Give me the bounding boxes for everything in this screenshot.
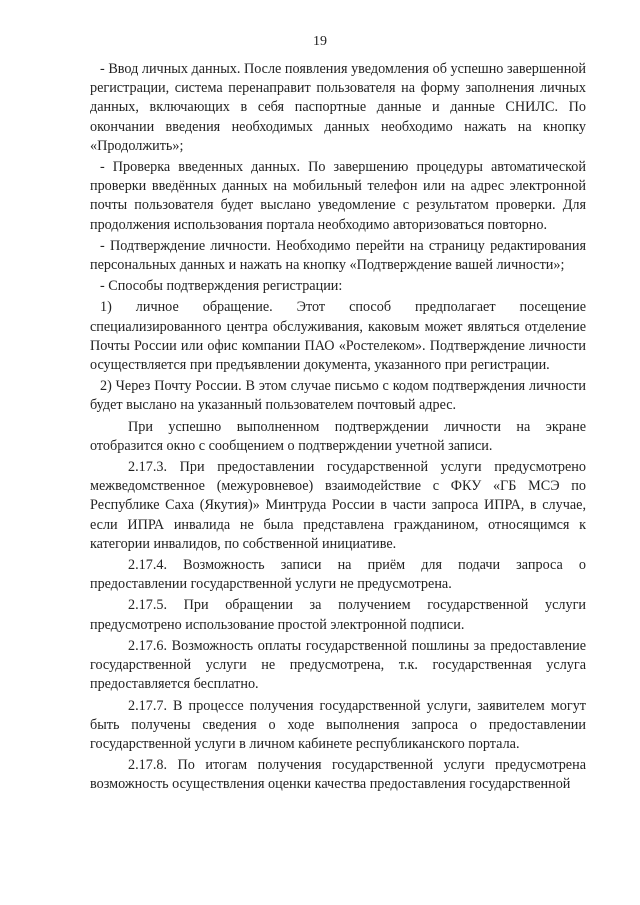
paragraph-2-17-4: 2.17.4. Возможность записи на приём для подачи запроса о предоставлении государственной услуги не предусмотрена. bbox=[90, 557, 586, 593]
paragraph-identity-confirmation: - Подтверждение личности. Необходимо перейти на страницу редактирования персональных данных и нажать на кнопку «Подтверждение вашей личности»; bbox=[90, 237, 586, 274]
paragraph-2-17-7: 2.17.7. В процессе получения государственной услуги, заявителем могут быть получены сведения о ходе выполнения запроса о предоставлении государственной услуги в личном кабинете республиканского портала. bbox=[90, 697, 586, 752]
paragraph-2-17-5: 2.17.5. При обращении за получением государственной услуги предусмотрено использование простой электронной подписи. bbox=[90, 597, 586, 633]
document-body bbox=[90, 60, 586, 797]
paragraph-method-russian-post: 2) Через Почту России. В этом случае письмо с кодом подтверждения личности будет выслано на указанный пользователем почтовый адрес. bbox=[90, 378, 586, 414]
page-number: 19 bbox=[313, 34, 327, 49]
paragraph-2-17-8: 2.17.8. По итогам получения государственной услуги предусмотрена возможность осуществления оценки качества предоставления государственной bbox=[90, 757, 586, 793]
paragraph-2-17-3: 2.17.3. При предоставлении государственной услуги предусмотрено межведомственное (межуровневое) взаимодействие с ФКУ «ГБ МСЭ по Республике Саха (Якутия)» Минтруда России в части запроса ИПРА, в случае, если ИПРА инвалида не была представлена гражданином, относящимся к категории инвалидов, по собственной инициативе. bbox=[90, 459, 586, 552]
paragraph-data-verification: - Проверка введенных данных. По завершению процедуры автоматической проверки введённых данных на мобильный телефон или на адрес электронной почты пользователя будет выслано уведомление с результатом проверки. Для продолжения использования портала необходимо авторизоваться повторно. bbox=[90, 159, 586, 233]
paragraph-method-personal-visit: 1) личное обращение. Этот способ предполагает посещение специализированного центра обслуживания, каковым может являться отделение Почты России или офис компании ПАО «Ростелеком». Подтверждение личности осуществляется при предъявлении документа, указанного при регистрации. bbox=[90, 299, 586, 374]
paragraph-2-17-6: 2.17.6. Возможность оплаты государственной пошлины за предоставление государственной услуги не предусмотрена, т.к. государственная услуга предоставляется бесплатно. bbox=[90, 637, 586, 693]
paragraph-personal-data-entry: - Ввод личных данных. После появления уведомления об успешно завершенной регистрации, система перенаправит пользователя на форму заполнения личных данных, включающих в себя паспортные данные и данные СНИЛС. По окончании введения необходимых данных необходимо нажать на кнопку «Продолжить»; bbox=[90, 61, 586, 154]
paragraph-confirmation-methods: - Способы подтверждения регистрации: bbox=[100, 278, 343, 295]
paragraph-confirmation-success: При успешно выполненном подтверждении личности на экране отобразится окно с сообщением о подтверждении учетной записи. bbox=[90, 418, 586, 454]
